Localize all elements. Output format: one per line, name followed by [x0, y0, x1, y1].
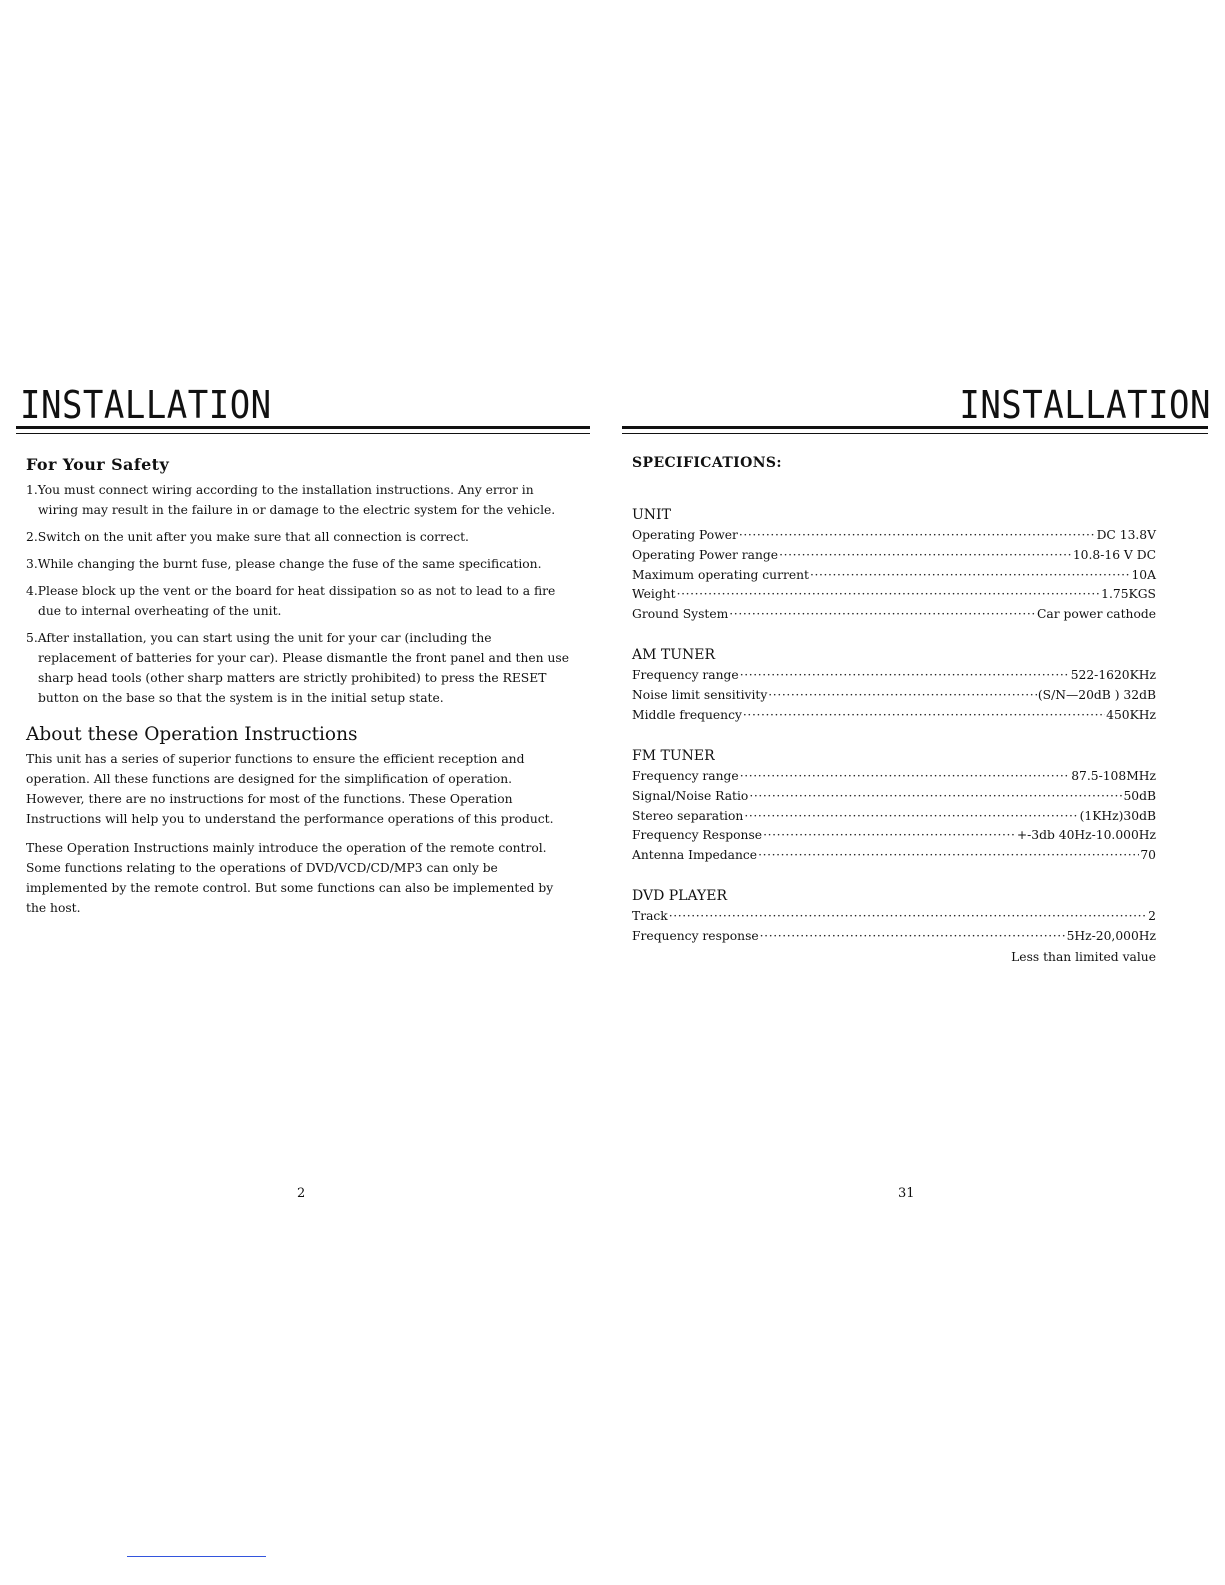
left-page [0, 0, 612, 1585]
spec-label: Stereo separation [632, 808, 744, 823]
spec-row [632, 566, 1156, 586]
safety-item: 3.While changing the burnt fuse, please change the fuse of the same specification. [26, 557, 542, 571]
spec-value: Car power cathode [1036, 607, 1156, 622]
spec-section-fm-tuner [632, 746, 1156, 866]
spec-label: Signal/Noise Ratio [632, 788, 749, 803]
spec-value: 522-1620KHz [1070, 668, 1156, 682]
spec-label: Weight [632, 587, 676, 602]
spec-label: Operating Power range [632, 547, 779, 562]
right-page-header: INSTALLATION [959, 383, 1211, 428]
spec-label: Track [632, 909, 668, 923]
spec-label: Frequency response [632, 928, 759, 943]
spec-section-title: AM TUNER [632, 647, 716, 663]
spec-value: 70 [1140, 848, 1156, 863]
safety-item: 1.You must connect wiring according to the installation instructions. Any error in wiring may result in the failure in or damage to the electric system for the vehicle. [26, 483, 556, 517]
safety-list [26, 480, 571, 715]
spec-row [632, 907, 1156, 927]
spec-section-unit [632, 505, 1156, 625]
safety-item: 2.Switch on the unit after you make sure that all connection is correct. [26, 530, 469, 544]
dot-leader [810, 566, 1130, 586]
spec-row [632, 666, 1156, 686]
spec-row [632, 787, 1156, 807]
spec-value: 87.5-108MHz [1071, 769, 1156, 783]
dot-leader [669, 907, 1147, 927]
about-paragraph-1: This unit has a series of superior functions to ensure the efficient reception and operation. All these functions are designed for the simplification of operation. However, there are no instructions for most of the functions. These Operation Instructions will help you to understand the performance operations of this product. [26, 752, 554, 826]
spec-value: 2 [1148, 909, 1156, 923]
spec-label: Antenna Impedance [632, 848, 758, 863]
dot-leader [768, 686, 1037, 706]
spec-value: DC 13.8V [1096, 528, 1156, 542]
spec-value: 450KHz [1106, 707, 1156, 722]
left-header-rule [16, 426, 590, 434]
about-heading: About these Operation Instructions [26, 724, 358, 745]
dot-leader [740, 666, 1070, 686]
spec-label: Ground System [632, 607, 729, 622]
spec-row [632, 526, 1156, 546]
dot-leader [744, 807, 1078, 827]
spec-row [632, 605, 1156, 625]
spec-value: 1.75KGS [1101, 587, 1156, 602]
dot-leader [729, 605, 1036, 625]
safety-heading: For Your Safety [26, 455, 170, 474]
dot-leader [763, 826, 1016, 846]
spec-label: Maximum operating current [632, 567, 809, 582]
bottom-link-line[interactable] [127, 1556, 266, 1557]
spec-note: Less than limited value [1011, 949, 1156, 964]
spec-label: Frequency range [632, 769, 739, 783]
left-page-header: INSTALLATION [20, 383, 272, 428]
dot-leader [740, 767, 1070, 787]
spec-row [632, 767, 1156, 787]
specifications-heading: SPECIFICATIONS: [632, 455, 782, 471]
safety-item: 4.Please block up the vent or the board for heat dissipation so as not to lead to a fire due to internal overheating of the unit. [26, 584, 556, 618]
dot-leader [739, 526, 1096, 546]
spec-row [632, 546, 1156, 566]
spec-row [632, 706, 1156, 726]
dot-leader [743, 706, 1105, 726]
spec-value: (1KHz)30dB [1079, 808, 1156, 823]
right-header-rule [622, 426, 1208, 434]
spec-label: Middle frequency [632, 707, 742, 722]
dot-leader [779, 546, 1072, 566]
spec-value: +-3db 40Hz-10.000Hz [1016, 828, 1156, 843]
dot-leader [749, 787, 1122, 807]
spec-row [632, 846, 1156, 866]
about-paragraph-2: These Operation Instructions mainly introduce the operation of the remote control. Some functions relating to the operations of DVD/VCD/CD/MP3 can only be implemented by the remote control. But some functions can also be implemented by the host. [26, 841, 554, 915]
spec-value: 10.8-16 V DC [1072, 547, 1156, 562]
spec-section-title: UNIT [632, 507, 671, 523]
spec-label: Operating Power [632, 528, 738, 542]
safety-item: 5.After installation, you can start using the unit for your car (including the replacement of batteries for your car). Please dismantle the front panel and then use sharp head tools (other sharp matters are strictly prohibited) to press the RESET button on the base so that the system is in the initial setup state. [26, 631, 570, 705]
spec-section-am-tuner [632, 645, 1156, 725]
right-page-number: 31 [898, 1186, 915, 1201]
spec-row [632, 686, 1156, 706]
dot-leader [758, 846, 1139, 866]
spec-value: (S/N—20dB ) 32dB [1037, 687, 1156, 702]
spec-label: Noise limit sensitivity [632, 687, 768, 702]
spec-row [632, 826, 1156, 846]
left-page-number: 2 [297, 1186, 306, 1201]
dot-leader [760, 927, 1066, 947]
spec-section-title: FM TUNER [632, 748, 715, 764]
spec-label: Frequency range [632, 668, 739, 682]
spec-row [632, 807, 1156, 827]
spec-row [632, 927, 1156, 947]
spec-value: 10A [1131, 567, 1156, 582]
spec-row [632, 585, 1156, 605]
dot-leader [677, 585, 1101, 605]
right-page [612, 0, 1225, 1585]
spec-section-dvd-player [632, 886, 1156, 967]
spec-section-title: DVD PLAYER [632, 888, 728, 904]
spec-label: Frequency Response [632, 828, 763, 843]
spec-value: 5Hz-20,000Hz [1066, 928, 1156, 943]
spec-value: 50dB [1123, 788, 1156, 803]
